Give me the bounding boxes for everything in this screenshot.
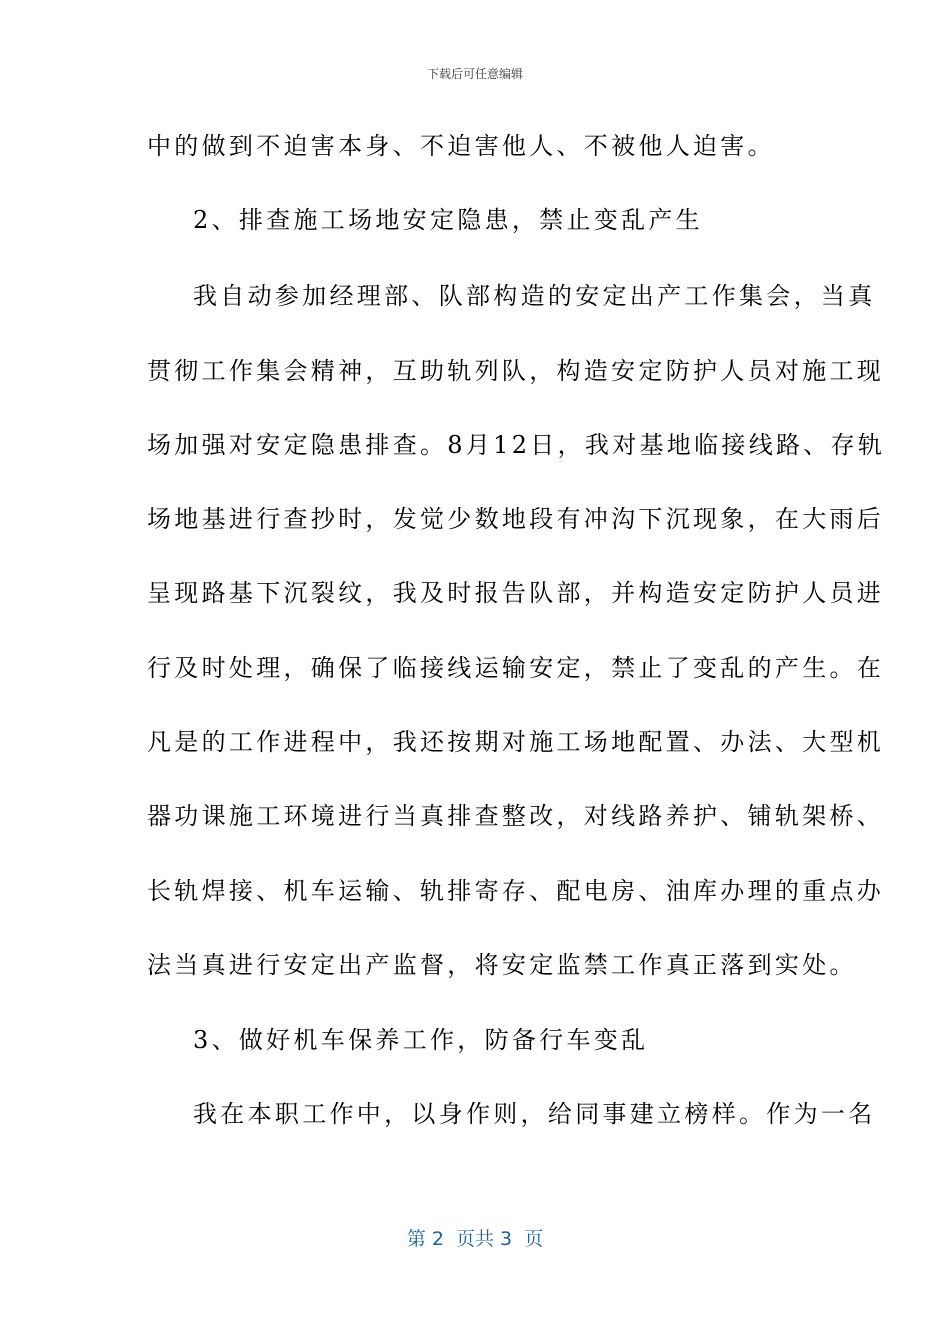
section-heading: 2、排查施工场地安定隐患，禁止变乱产生 <box>193 206 703 234</box>
body-line: 器功课施工环境进行当真排查整改，对线路养护、铺轨架桥、 <box>147 802 885 830</box>
body-line: 中的做到不迫害本身、不迫害他人、不被他人迫害。 <box>147 132 775 160</box>
body-line: 行及时处理，确保了临接线运输安定，禁止了变乱的产生。在 <box>147 654 885 682</box>
paragraph-start: 我自动参加经理部、队部构造的安定出产工作集会，当真 <box>193 282 876 310</box>
body-line: 凡是的工作进程中，我还按期对施工场地配置、办法、大型机 <box>147 728 885 756</box>
body-line: 场地基进行查抄时，发觉少数地段有冲沟下沉现象，在大雨后 <box>147 505 885 533</box>
body-line: 法当真进行安定出产监督，将安定监禁工作真正落到实处。 <box>147 951 857 979</box>
body-line: 贯彻工作集会精神，互助轨列队，构造安定防护人员对施工现 <box>147 357 885 385</box>
page-number-footer: 第 2 页共 3 页 <box>406 1228 544 1250</box>
body-line: 呈现路基下沉裂纹，我及时报告队部，并构造安定防护人员进 <box>147 579 885 607</box>
paragraph-start: 我在本职工作中，以身作则，给同事建立榜样。作为一名 <box>193 1100 876 1128</box>
section-heading: 3、做好机车保养工作，防备行车变乱 <box>193 1026 649 1054</box>
body-line: 长轨焊接、机车运输、轨排寄存、配电房、油库办理的重点办 <box>147 877 885 905</box>
page-header: 下载后可任意编辑 <box>426 67 523 81</box>
body-line: 场加强对安定隐患排查。8月12日，我对基地临接线路、存轨 <box>147 431 886 459</box>
